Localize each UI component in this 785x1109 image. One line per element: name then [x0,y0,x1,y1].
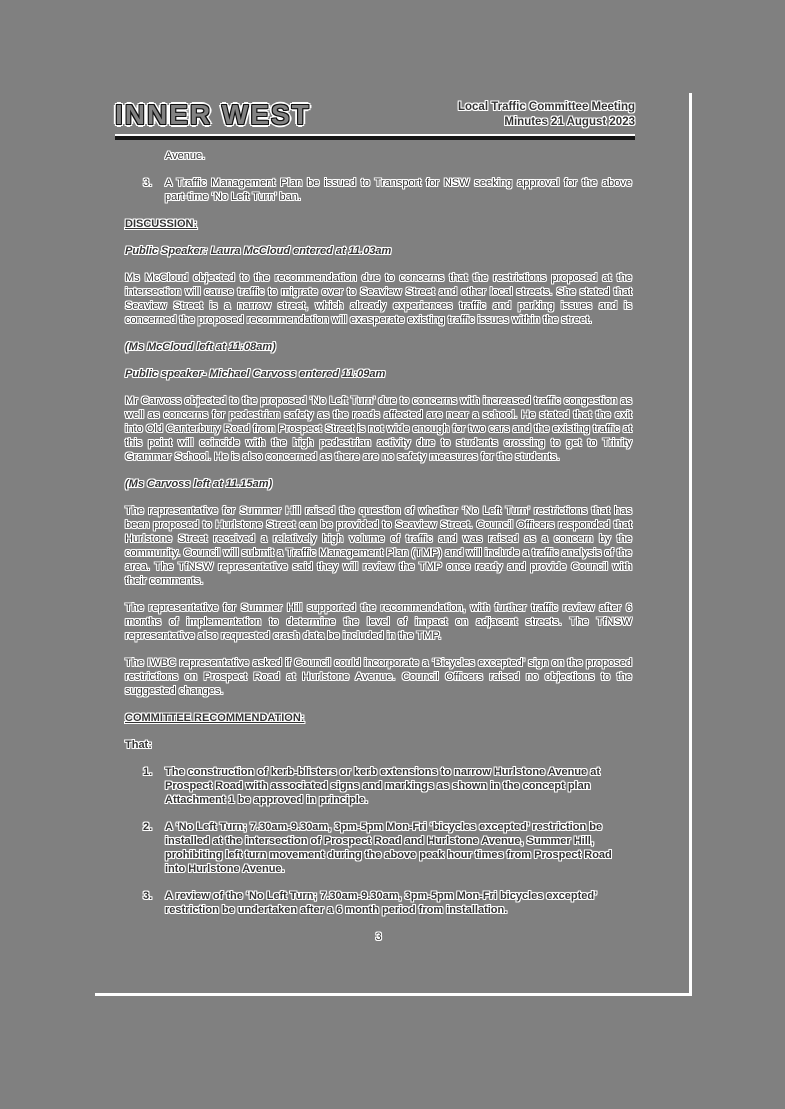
item-text: A review of the ‘No Left Turn; 7.30am-9.30am, 3pm-5pm Mon-Fri bicycles excepted’ restriction be undertaken after a 6 month period from installation. [165,890,597,916]
item-number: 3. [143,890,153,902]
page-number: 3 [375,931,382,943]
item-text: The construction of kerb-blisters or kerb extensions to narrow Hurlstone Avenue at Prospect Road with associated signs and markings as shown in the concept plan Attachment 1 be approved in principle. [165,766,600,806]
speaker-entry-michael: Public speaker- Michael Carvoss entered 11:09am [125,368,386,380]
item-number: 3. [143,177,153,189]
continuation-text: Avenue. [165,150,206,162]
recommendation-list [125,765,632,917]
item-text: A ‘No Left Turn; 7.30am-9.30am, 3pm-5pm Mon-Fri ‘bicycles excepted’ restriction be installed at the intersection of Prospect Road and Hurlstone Avenue, Summer Hill, prohibiting left turn movement during the above peak hour times from Prospect Road into Hurlstone Avenue. [165,821,612,875]
document-page [95,93,692,996]
document-body [125,149,632,944]
paragraph-mccloud-objection: Ms McCloud objected to the recommendation due to concerns that the restrictions proposed at the intersection will cause traffic to migrate over to Seaview Street and other local streets. She stated that Seaview Street is a narrow street, which already experiences traffic and parking issues and is concerned the proposed recommendation will exasperate existing traffic issues within the street. [125,272,632,326]
paragraph-carvoss-objection: Mr Carvoss objected to the proposed ‘No Left Turn’ due to concerns with increased traffic congestion as well as concerns for pedestrian safety as the roads affected are near a school. He stated that the exit into Old Canterbury Road from Prospect Street is not wide enough for two cars and the existing traffic at this point will coincide with the high pedestrian activity due to students crossing to get to Trinity Grammar School. He is also concerned as there are no safety measures for the students. [125,395,632,463]
paragraph-iwbc-request: The IWBC representative asked if Council could incorporate a ‘Bicycles excepted’ sign on the proposed restrictions on Prospect Road at Hurlstone Avenue. Council Officers raised no objections to the suggested changes. [125,657,632,697]
recommendation-item-3 [143,889,632,917]
speaker-exit-carvoss: (Ms Carvoss left at 11.15am) [125,478,273,490]
meeting-subtitle: Minutes 21 August 2023 [504,116,635,128]
item-text: A Traffic Management Plan be issued to Transport for NSW seeking approval for the above part-time ‘No Left Turn’ ban. [165,177,632,203]
committee-recommendation-heading: COMMITTEE RECOMMENDATION: [125,712,305,724]
paragraph-summer-hill-support: The representative for Summer Hill supported the recommendation, with further traffic review after 6 months of implementation to determine the level of impact on adjacent streets. The TfNSW representative also requested crash data be included in the TMP. [125,602,632,642]
discussion-heading: DISCUSSION: [125,218,198,230]
page-header [115,98,635,132]
recommendation-item-2 [143,820,632,876]
item-number: 1. [143,766,153,778]
header-divider-rule [115,134,635,140]
inner-west-council-logo: INNER WEST [115,99,311,130]
meeting-header-text [458,100,635,132]
that-label: That: [125,739,152,751]
recommendation-item-1 [143,765,632,807]
speaker-entry-laura: Public Speaker: Laura McCloud entered at 11.03am [125,245,392,257]
item-number: 2. [143,821,153,833]
top-recommendation-item [143,176,632,204]
paragraph-summer-hill-question: The representative for Summer Hill raised the question of whether ‘No Left Turn’ restrictions that has been proposed to Hurlstone Street can be provided to Seaview Street. Council Officers responded that Hurlstone Street received a relatively high volume of traffic and was raised as a concern by the community. Council will submit a Traffic Management Plan (TMP) and will include a traffic analysis of the area. The TfNSW representative said they will review the TMP once ready and provide Council with their comments. [125,505,632,587]
meeting-title: Local Traffic Committee Meeting [457,101,635,113]
speaker-exit-laura: (Ms McCloud left at 11:08am) [125,341,276,353]
